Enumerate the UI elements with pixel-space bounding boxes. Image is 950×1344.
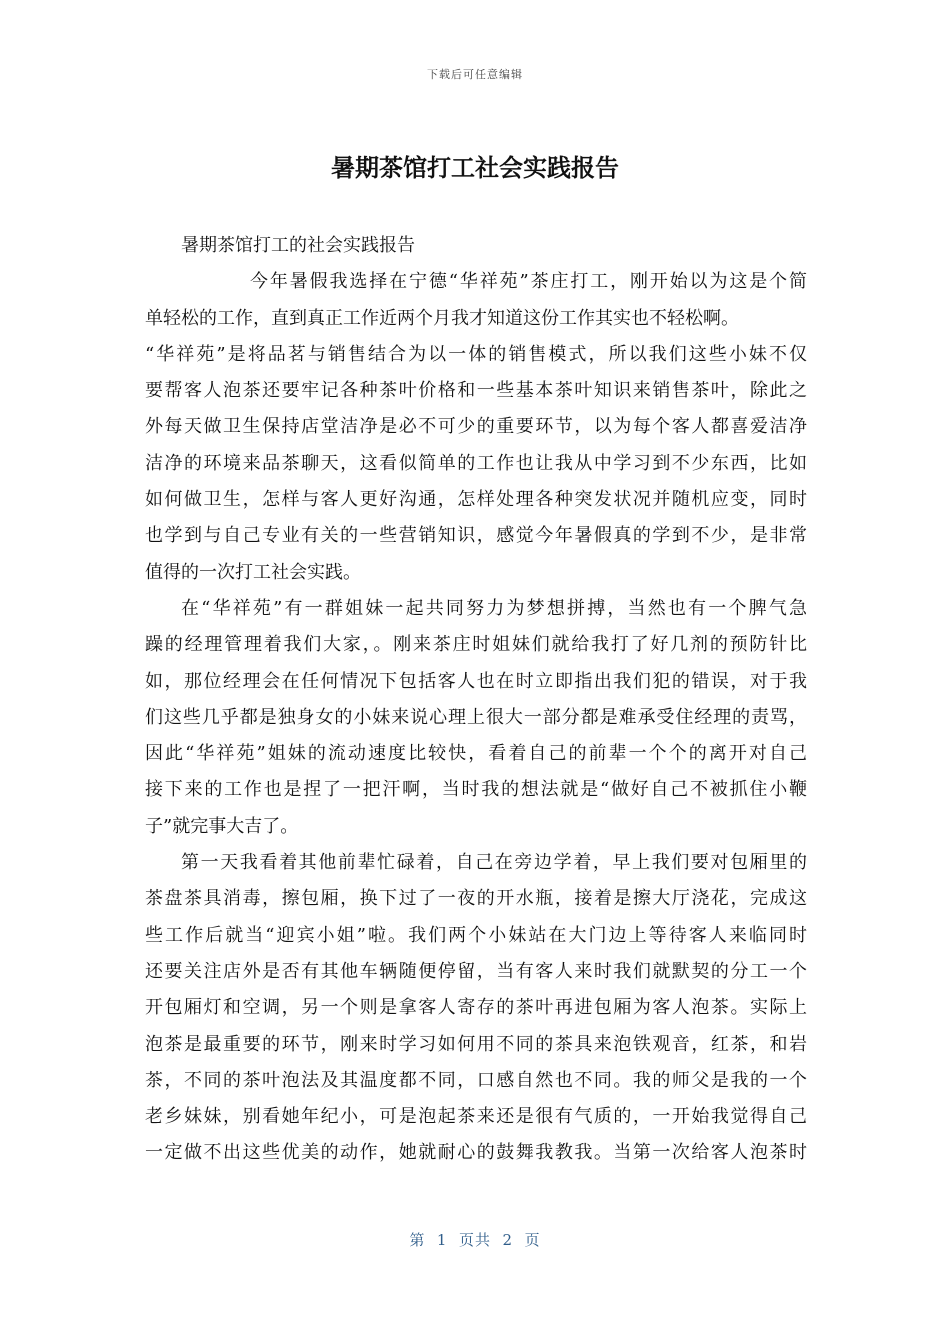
text-line: 在“华祥苑”有一群姐妹一起共同努力为梦想拼搏，当然也有一个脾气急 bbox=[181, 597, 807, 619]
text-line: 外每天做卫生保持店堂洁净是必不可少的重要环节，以为每个客人都喜爱洁净 bbox=[145, 416, 807, 438]
document-body bbox=[145, 228, 807, 1172]
text-line: 因此“华祥苑”姐妹的流动速度比较快，看着自己的前辈一个个的离开对自己 bbox=[145, 743, 807, 765]
text-line: 一定做不出这些优美的动作，她就耐心的鼓舞我教我。当第一次给客人泡茶时 bbox=[145, 1142, 807, 1164]
text-line: 如何做卫生，怎样与客人更好沟通，怎样处理各种突发状况并随机应变，同时 bbox=[145, 489, 807, 511]
text-line: 今年暑假我选择在宁德“华祥苑”茶庄打工，刚开始以为这是个简 bbox=[250, 271, 807, 293]
text-line: 老乡妹妹，别看她年纪小，可是泡起茶来还是很有气质的，一开始我觉得自己 bbox=[145, 1106, 807, 1128]
text-line: 暑期茶馆打工的社会实践报告 bbox=[181, 235, 415, 256]
text-line: 开包厢灯和空调，另一个则是拿客人寄存的茶叶再进包厢为客人泡茶。实际上 bbox=[145, 997, 807, 1019]
text-line: 第一天我看着其他前辈忙碌着，自己在旁边学着，早上我们要对包厢里的 bbox=[181, 852, 807, 874]
text-line: 们这些几乎都是独身女的小妹来说心理上很大一部分都是难承受住经理的责骂， bbox=[145, 706, 807, 728]
document-title: 暑期茶馆打工社会实践报告 bbox=[331, 154, 619, 182]
text-line: 也学到与自己专业有关的一些营销知识，感觉今年暑假真的学到不少，是非常 bbox=[145, 525, 807, 547]
text-line: 茶，不同的茶叶泡法及其温度都不同，口感自然也不同。我的师父是我的一个 bbox=[145, 1069, 807, 1091]
text-line: 单轻松的工作，直到真正工作近两个月我才知道这份工作其实也不轻松啊。 bbox=[145, 307, 739, 329]
text-line: “华祥苑”是将品茗与销售结合为以一体的销售模式，所以我们这些小妹不仅 bbox=[145, 343, 807, 365]
text-line: 要帮客人泡茶还要牢记各种茶叶价格和一些基本茶叶知识来销售茶叶，除此之 bbox=[145, 380, 807, 402]
text-line: 还要关注店外是否有其他车辆随便停留，当有客人来时我们就默契的分工一个 bbox=[145, 960, 807, 982]
text-line: 子”就完事大吉了。 bbox=[145, 815, 299, 837]
text-line: 洁净的环境来品茶聊天，这看似简单的工作也让我从中学习到不少东西，比如 bbox=[145, 452, 807, 474]
text-line: 如，那位经理会在任何情况下包括客人也在时立即指出我们犯的错误，对于我 bbox=[145, 670, 807, 692]
text-line: 值得的一次打工社会实践。 bbox=[145, 561, 361, 583]
header-note: 下载后可任意编辑 bbox=[427, 68, 523, 81]
text-line: 接下来的工作也是捏了一把汗啊，当时我的想法就是“做好自己不被抓住小鞭 bbox=[145, 779, 807, 801]
page-footer: 第 1 页共 2 页 bbox=[409, 1231, 541, 1249]
text-line: 泡茶是最重要的环节，刚来时学习如何用不同的茶具来泡铁观音，红茶，和岩 bbox=[145, 1033, 807, 1055]
text-line: 躁的经理管理着我们大家，。刚来茶庄时姐妹们就给我打了好几剂的预防针比 bbox=[145, 634, 807, 656]
text-line: 些工作后就当“迎宾小姐”啦。我们两个小妹站在大门边上等待客人来临同时 bbox=[145, 924, 807, 946]
text-line: 茶盘茶具消毒，擦包厢，换下过了一夜的开水瓶，接着是擦大厅浇花，完成这 bbox=[145, 888, 807, 910]
